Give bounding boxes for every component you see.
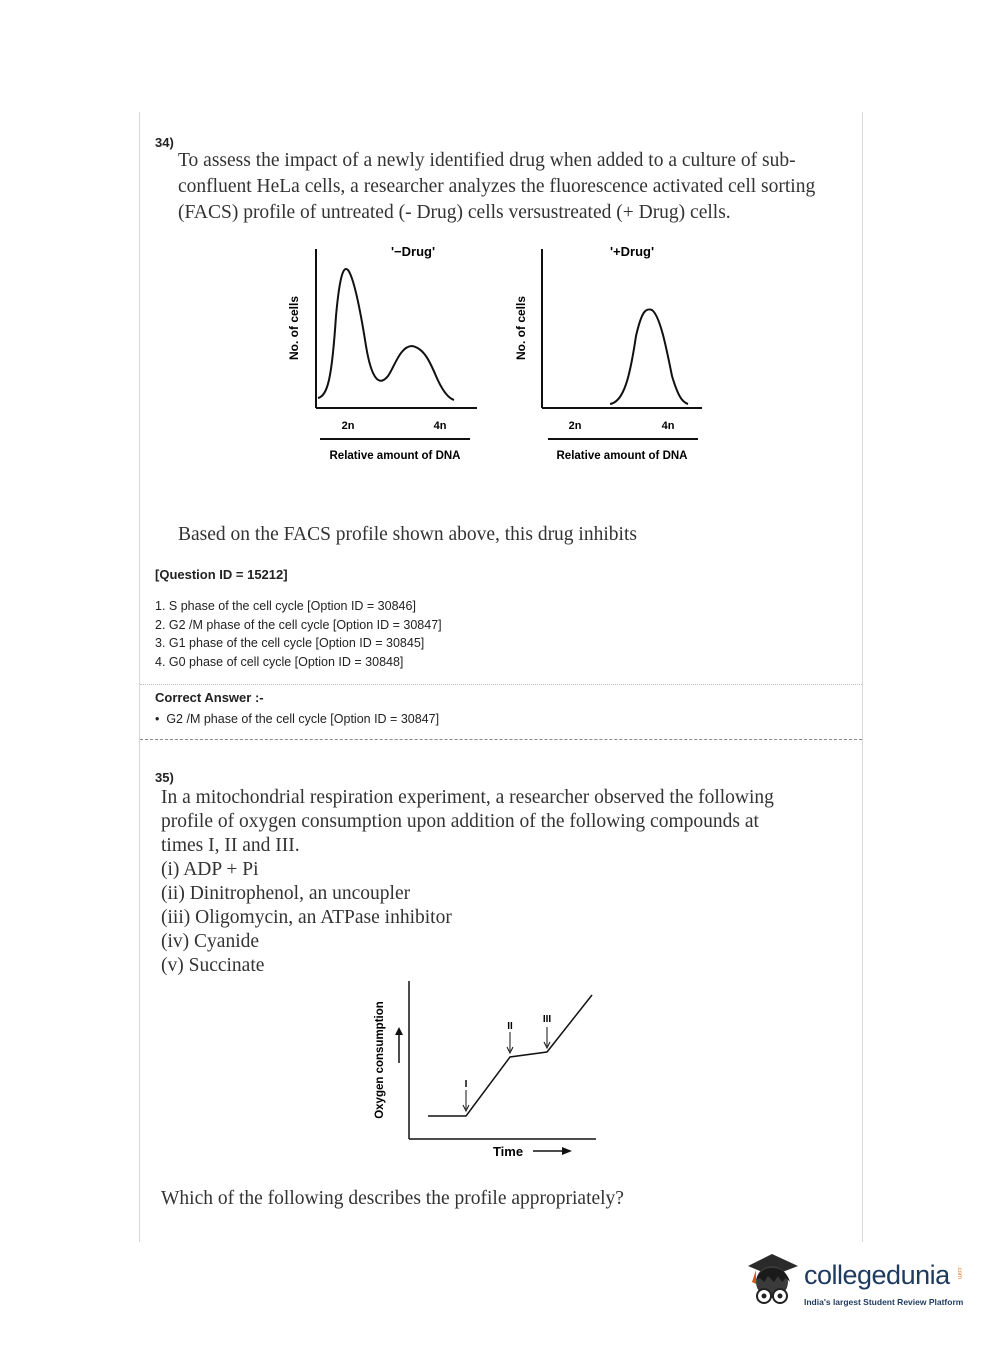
oxygen-trace: [428, 995, 592, 1116]
correct-answer-label: Correct Answer :-: [155, 690, 264, 705]
question-34-text: [178, 148, 888, 226]
facs-left-tick-2n: 2n: [341, 420, 355, 432]
question-34-prompt: Based on the FACS profile shown above, this drug inhibits: [178, 524, 637, 545]
facs-right-ylabel: No. of cells: [514, 295, 528, 361]
facs-left-ylabel: No. of cells: [287, 295, 301, 361]
question-35-text: [161, 786, 861, 978]
option-1: 1. S phase of the cell cycle [Option ID = 30846]: [155, 599, 416, 613]
question-35-line-5: (ii) Dinitrophenol, an uncoupler: [161, 883, 411, 904]
question-34-options: [155, 597, 442, 671]
question-34-number: 34): [155, 135, 174, 150]
question-34-line-1: To assess the impact of a newly identified drug when added to a culture of sub-: [178, 150, 796, 171]
question-35-line-2: profile of oxygen consumption upon addition of the following compounds at: [161, 811, 759, 832]
facs-right-xlabel: Relative amount of DNA: [556, 450, 688, 462]
question-35-prompt: Which of the following describes the profile appropriately?: [161, 1188, 624, 1209]
facs-left-tick-4n: 4n: [433, 420, 447, 432]
logo-tagline: India's largest Student Review Platform: [804, 1297, 964, 1307]
facs-left-xlabel: Relative amount of DNA: [329, 450, 461, 462]
marker-II-label: II: [507, 1021, 513, 1032]
divider-dotted: [140, 684, 862, 685]
question-35-line-3: times I, II and III.: [161, 835, 300, 856]
question-35-line-7: (iv) Cyanide: [161, 931, 260, 952]
option-3: 3. G1 phase of the cell cycle [Option ID = 30845]: [155, 636, 425, 650]
question-35-line-8: (v) Succinate: [161, 955, 265, 976]
question-34-id: [Question ID = 15212]: [155, 567, 288, 582]
facs-right-curve: [610, 309, 688, 404]
correct-answer: [155, 712, 439, 726]
facs-right-title: '+Drug': [609, 244, 655, 259]
correct-answer-text: G2 /M phase of the cell cycle [Option ID = 30847]: [166, 712, 440, 726]
divider-dashed: [140, 739, 862, 740]
question-35-line-6: (iii) Oligomycin, an ATPase inhibitor: [161, 907, 452, 928]
facs-left-title: '−Drug': [390, 244, 436, 259]
question-35-line-1: In a mitochondrial respiration experiment, a researcher observed the following: [161, 787, 774, 808]
facs-right-tick-2n: 2n: [568, 420, 582, 432]
oxygen-figure: [366, 975, 606, 1165]
mascot-icon: [742, 1252, 802, 1312]
bullet-icon: •: [155, 712, 167, 726]
oxygen-ylabel-arrowhead-icon: [395, 1027, 403, 1035]
question-35-line-4: (i) ADP + Pi: [161, 859, 259, 880]
question-34-line-3: (FACS) profile of untreated (- Drug) cells versustreated (+ Drug) cells.: [178, 202, 731, 223]
facs-left-curve: [318, 269, 454, 400]
option-4: 4. G0 phase of cell cycle [Option ID = 30848]: [155, 654, 404, 669]
option-2: 2. G2 /M phase of the cell cycle [Option ID = 30847]: [155, 617, 442, 632]
logo-name: collegedunia: [804, 1260, 950, 1290]
facs-figure: [280, 236, 720, 471]
marker-III-label: III: [542, 1014, 552, 1025]
oxygen-ylabel: Oxygen consumption: [374, 1001, 386, 1119]
oxygen-xlabel: Time: [492, 1144, 524, 1159]
content-frame-right-border: [862, 112, 863, 1242]
oxygen-xlabel-arrowhead-icon: [562, 1147, 572, 1155]
question-35-number: 35): [155, 770, 174, 785]
question-34-line-2: confluent HeLa cells, a researcher analyzes the fluorescence activated cell sorting: [178, 176, 816, 197]
logo-suffix: .com: [956, 1266, 962, 1280]
collegedunia-logo[interactable]: [742, 1250, 972, 1320]
marker-I-label: I: [464, 1079, 468, 1090]
facs-right-tick-4n: 4n: [661, 420, 675, 432]
